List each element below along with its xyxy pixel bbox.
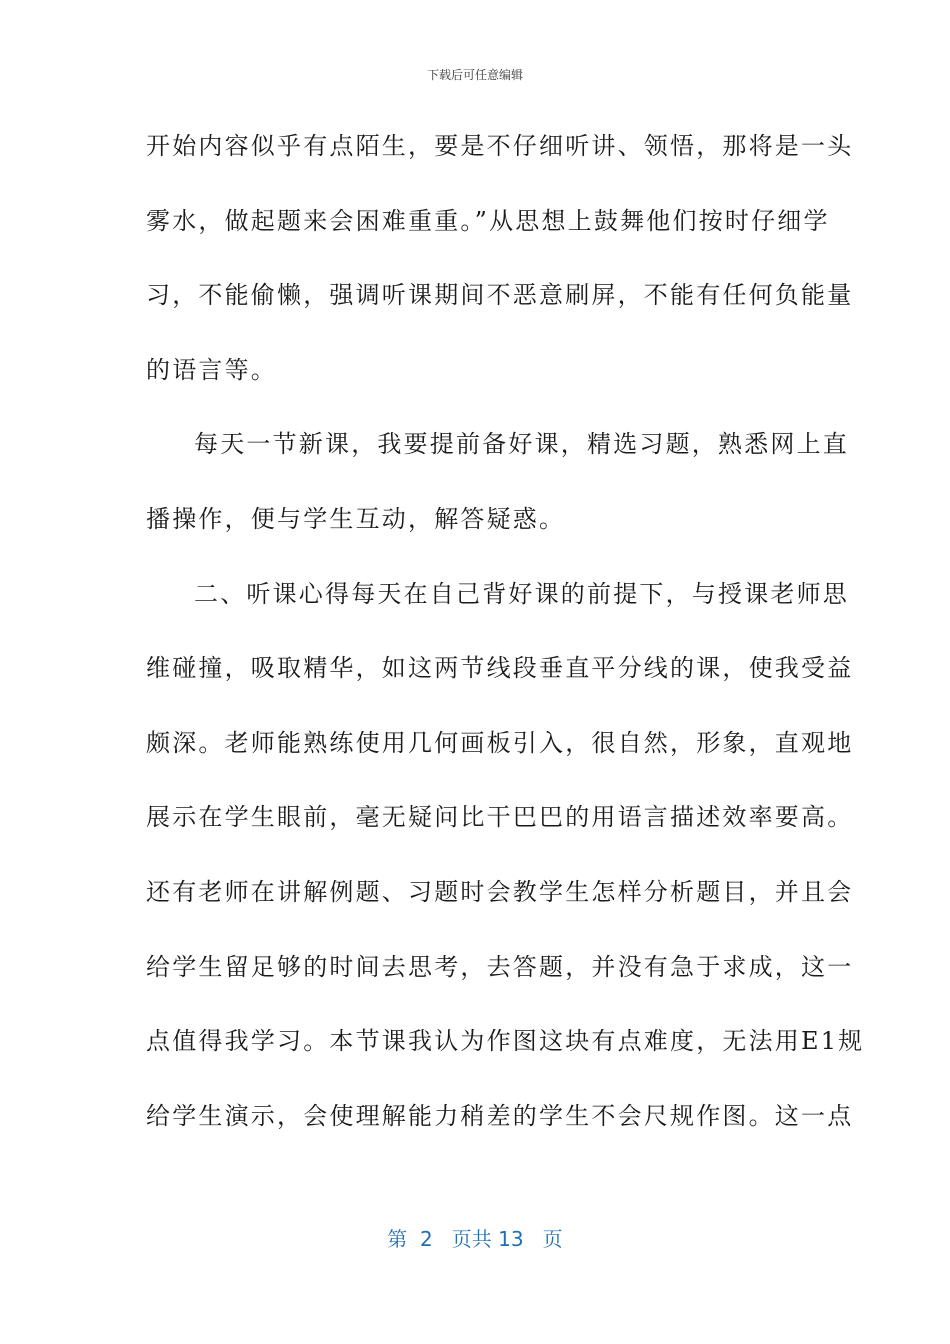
text-line: 雾水，做起题来会困难重重。”从思想上鼓舞他们按时仔细学	[146, 206, 830, 235]
paragraph-start-line: 每天一节新课，我要提前备好课，精选习题，熟悉网上直	[194, 430, 849, 459]
text-line: 播操作，便与学生互动，解答疑惑。	[146, 504, 566, 533]
text-line: 展示在学生眼前，毫无疑问比干巴巴的用语言描述效率要高。	[146, 803, 854, 832]
page-number-footer: 第 2 页共 13 页	[387, 1227, 563, 1251]
text-line: 习，不能偷懒，强调听课期间不恶意刷屏，不能有任何负能量	[146, 281, 854, 310]
text-line: 给学生留足够的时间去思考，去答题，并没有急于求成，这一	[146, 952, 854, 981]
text-line: 维碰撞，吸取精华，如这两节线段垂直平分线的课，使我受益	[146, 654, 854, 683]
section-heading-line: 二、听课心得每天在自己背好课的前提下，与授课老师思	[194, 579, 849, 608]
text-line: 颇深。老师能熟练使用几何画板引入，很自然，形象，直观地	[146, 728, 854, 757]
page-header: 下载后可任意编辑	[426, 68, 523, 82]
text-line: 还有老师在讲解例题、习题时会教学生怎样分析题目，并且会	[146, 877, 854, 906]
text-line: 给学生演示，会使理解能力稍差的学生不会尺规作图。这一点	[146, 1101, 854, 1130]
text-line: 开始内容似乎有点陌生，要是不仔细听讲、领悟，那将是一头	[146, 132, 854, 160]
text-line: 点值得我学习。本节课我认为作图这块有点难度，无法用E1规	[146, 1027, 865, 1056]
document-body	[146, 126, 865, 1170]
text-line: 的语言等。	[146, 355, 277, 384]
